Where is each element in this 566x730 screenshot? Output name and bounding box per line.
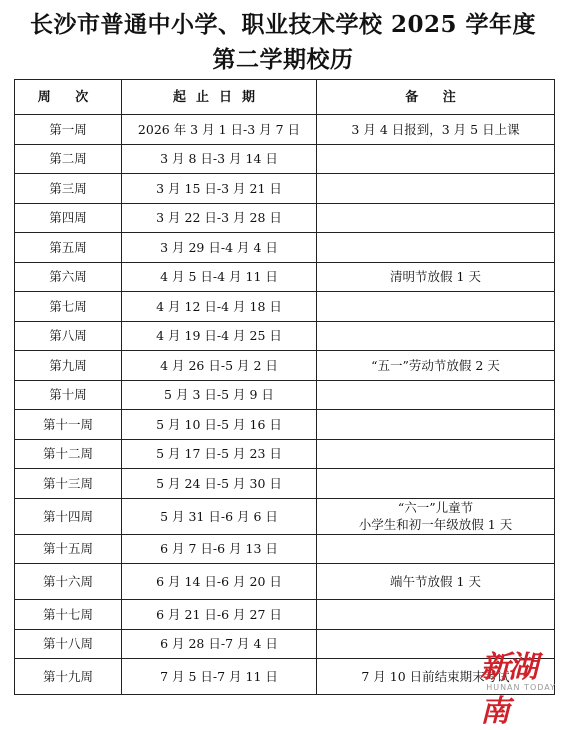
week-cell: 第三周 (15, 174, 122, 204)
notes-cell (317, 498, 555, 534)
date-range-cell: 5 月 24 日-5 月 30 日 (122, 469, 317, 499)
notes-cell (317, 115, 555, 145)
week-cell: 第十九周 (15, 659, 122, 695)
table-row (15, 203, 555, 233)
date-range-cell: 4 月 26 日-5 月 2 日 (122, 351, 317, 381)
notes-cell (317, 600, 555, 630)
table-header-row (15, 80, 555, 115)
notes-cell (317, 321, 555, 351)
notes-cell (317, 469, 555, 499)
date-range-cell: 3 月 29 日-4 月 4 日 (122, 233, 317, 263)
note-line: 端午节放假 1 天 (390, 574, 481, 589)
date-range-cell: 3 月 15 日-3 月 21 日 (122, 174, 317, 204)
note-line: “五一”劳动节放假 2 天 (371, 357, 500, 373)
date-range-cell: 6 月 7 日-6 月 13 日 (122, 534, 317, 564)
week-cell: 第十六周 (15, 564, 122, 600)
week-cell: 第十四周 (15, 498, 122, 534)
date-range-cell: 3 月 8 日-3 月 14 日 (122, 144, 317, 174)
header-notes: 备 注 (317, 80, 555, 115)
table-row (15, 321, 555, 351)
hunan-today-watermark-logo (480, 642, 562, 729)
date-range-cell: 5 月 17 日-5 月 23 日 (122, 439, 317, 469)
date-range-cell: 4 月 5 日-4 月 11 日 (122, 262, 317, 292)
note-line: 清明节放假 1 天 (390, 269, 481, 285)
note-line: 3 月 4 日报到，3 月 5 日上课 (351, 121, 520, 137)
notes-cell (317, 233, 555, 263)
table-row (15, 292, 555, 322)
week-cell: 第二周 (15, 144, 122, 174)
date-range-cell: 6 月 28 日-7 月 4 日 (122, 629, 317, 659)
table-row (15, 469, 555, 499)
week-cell: 第七周 (15, 292, 122, 322)
table-row (15, 600, 555, 630)
document-title-line2: 第二学期校历 (212, 46, 354, 73)
table-row (15, 410, 555, 440)
table-row (15, 115, 555, 145)
document-title-line1: 长沙市普通中小学、职业技术学校 2025 学年度 (29, 11, 537, 38)
week-cell: 第八周 (15, 321, 122, 351)
date-range-cell: 6 月 14 日-6 月 20 日 (122, 564, 317, 600)
date-range-cell: 6 月 21 日-6 月 27 日 (122, 600, 317, 630)
table-row (15, 498, 555, 534)
table-row (15, 534, 555, 564)
notes-cell (317, 262, 555, 292)
week-cell: 第一周 (15, 115, 122, 145)
date-range-cell: 7 月 5 日-7 月 11 日 (122, 659, 317, 695)
table-row (15, 351, 555, 381)
table-row (15, 380, 555, 410)
table-row (15, 439, 555, 469)
date-range-cell: 5 月 3 日-5 月 9 日 (122, 380, 317, 410)
week-cell: 第九周 (15, 351, 122, 381)
table-row (15, 629, 555, 659)
notes-cell (317, 203, 555, 233)
date-range-cell: 4 月 19 日-4 月 25 日 (122, 321, 317, 351)
notes-cell (317, 292, 555, 322)
date-range-cell: 4 月 12 日-4 月 18 日 (122, 292, 317, 322)
notes-cell (317, 174, 555, 204)
table-row (15, 262, 555, 292)
date-range-cell: 2026 年 3 月 1 日-3 月 7 日 (122, 115, 317, 145)
notes-cell (317, 144, 555, 174)
watermark-logo-text: 新湖南 (480, 650, 536, 729)
note-line: “六一”儿童节 (397, 500, 474, 515)
watermark-logo-subtext: HUNAN TODAY (486, 683, 556, 692)
school-calendar-table (14, 79, 555, 695)
notes-cell (317, 380, 555, 410)
date-range-cell: 5 月 10 日-5 月 16 日 (122, 410, 317, 440)
notes-cell (317, 439, 555, 469)
week-cell: 第五周 (15, 233, 122, 263)
table-row (15, 233, 555, 263)
week-cell: 第十五周 (15, 534, 122, 564)
table-row (15, 174, 555, 204)
week-cell: 第十二周 (15, 439, 122, 469)
table-row (15, 564, 555, 600)
header-week: 周 次 (15, 80, 122, 115)
note-line: 7 月 10 日前结束期末考试 (361, 669, 510, 684)
week-cell: 第十八周 (15, 629, 122, 659)
table-row (15, 144, 555, 174)
notes-cell (317, 351, 555, 381)
week-cell: 第六周 (15, 262, 122, 292)
date-range-cell: 5 月 31 日-6 月 6 日 (122, 498, 317, 534)
notes-cell (317, 564, 555, 600)
header-dates: 起止日期 (122, 80, 317, 115)
notes-cell (317, 410, 555, 440)
week-cell: 第十七周 (15, 600, 122, 630)
note-line: 小学生和初一年级放假 1 天 (358, 517, 513, 532)
week-cell: 第十三周 (15, 469, 122, 499)
table-row (15, 659, 555, 695)
week-cell: 第十周 (15, 380, 122, 410)
notes-cell (317, 534, 555, 564)
week-cell: 第四周 (15, 203, 122, 233)
date-range-cell: 3 月 22 日-3 月 28 日 (122, 203, 317, 233)
week-cell: 第十一周 (15, 410, 122, 440)
